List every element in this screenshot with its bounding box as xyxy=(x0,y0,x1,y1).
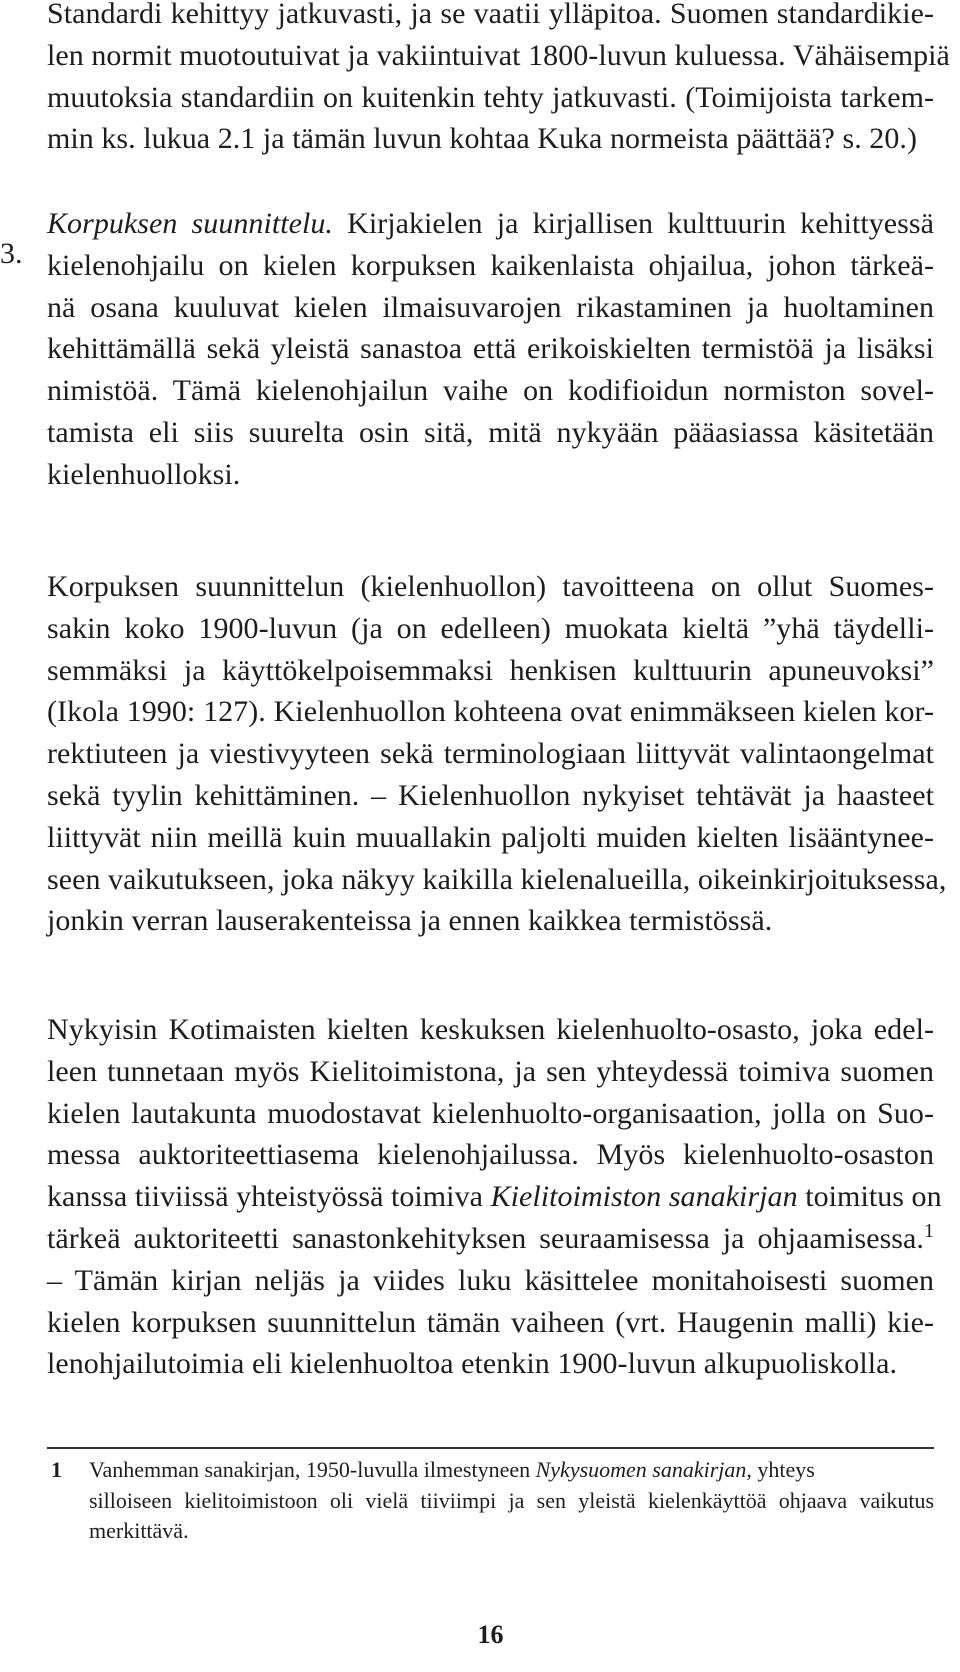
paragraph-language-care-goals xyxy=(47,566,947,942)
italic-title: Kielitoimiston sanakirjan xyxy=(490,1180,798,1214)
text-line: sekä tyylin kehittäminen. – Kielenhuollon nykyiset tehtävät ja haasteet xyxy=(47,778,934,812)
paragraph-corpus-planning xyxy=(0,203,934,496)
text-line: Standardi kehittyy jatkuvasti, ja se vaatii ylläpitoa. Suomen standardikie- xyxy=(47,0,934,30)
text-line: tamista eli siis suurelta osin sitä, mitä nykyään pääasiassa käsitetään xyxy=(47,415,934,449)
footnote xyxy=(51,1455,934,1547)
footnote-divider xyxy=(47,1447,934,1449)
text-line: Korpuksen suunnittelun (kielenhuollon) tavoitteena on ollut Suomes- xyxy=(47,570,934,603)
text-line: jonkin verran lauserakenteissa ja ennen kaikkea termistössä. xyxy=(47,904,773,938)
text-line: nä osana kuuluvat kielen ilmaisuvarojen rikastaminen ja huoltaminen xyxy=(47,290,934,324)
text-line: min ks. lukua 2.1 ja tämän luvun kohtaa Kuka normeista päättää? s. 20.) xyxy=(47,122,917,156)
text-line: muutoksia standardiin on kuitenkin tehty jatkuvasti. (Toimijoista tarkem- xyxy=(47,80,934,114)
text-line: lenohjailutoimia eli kielenhuoltoa etenkin 1900-luvun alkupuoliskolla. xyxy=(47,1347,898,1381)
text-line: (Ikola 1990: 127). Kielenhuollon kohteena ovat enimmäkseen kielen kor- xyxy=(47,695,934,729)
text-line: kielenhuolloksi. xyxy=(47,457,241,491)
page-number: 16 xyxy=(477,1620,504,1649)
text-line: Nykyisin Kotimaisten kielten keskuksen kielenhuolto-osasto, joka edel- xyxy=(47,1013,934,1046)
section-heading: Korpuksen suunnittelu. xyxy=(47,207,333,240)
text-line: 3. Korpuksen suunnittelu. Kirjakielen ja kirjallisen kulttuurin kehittyessä xyxy=(0,207,934,270)
text-line: kielen lautakunta muodostavat kielenhuolto-organisaation, jolla on Suo- xyxy=(47,1096,934,1130)
footnote-mark: 1 xyxy=(51,1457,62,1482)
text-line: leen tunnetaan myös Kielitoimistona, ja sen yhteydessä toimiva suomen xyxy=(47,1054,934,1088)
text-line: kielenohjailu on kielen korpuksen kaikenlaista ohjailua, johon tärkeä- xyxy=(47,248,934,282)
footnote-line: Vanhemman sanakirjan, 1950-luvulla ilmestyneen Nykysuomen sanakirjan, yhteys xyxy=(89,1457,815,1482)
text-fragment: Kirjakielen ja kirjallisen kulttuurin kehittyessä xyxy=(347,207,934,240)
text-line: seen vaikutukseen, joka näkyy kaikilla kielenalueilla, oikeinkirjoituksessa, xyxy=(47,862,947,896)
text-line: kielen korpuksen suunnittelun tämän vaiheen (vrt. Haugenin malli) kie- xyxy=(47,1305,934,1339)
text-line: rektiuteen ja viestivyyteen sekä terminologiaan liittyvät valintaongelmat xyxy=(47,737,934,771)
text-line: kehittämällä sekä yleistä sanastoa että erikoiskielten termistöä ja lisäksi xyxy=(47,332,934,366)
footnote-reference[interactable]: 1 xyxy=(923,1219,934,1242)
text-line: semmäksi ja käyttökelpoisemmaksi henkisen kulttuurin apuneuvoksi” xyxy=(47,653,934,687)
text-fragment: tärkeä auktoriteetti sanastonkehityksen seuraamisessa ja ohjaamisessa. xyxy=(47,1221,924,1255)
text-line: sakin koko 1900-luvun (ja on edelleen) muokata kieltä ”yhä täydelli- xyxy=(47,611,934,645)
italic-title: Nykysuomen sanakirjan xyxy=(535,1457,747,1482)
text-line: nimistöä. Tämä kielenohjailun vaihe on kodifioidun normiston sovel- xyxy=(47,374,934,408)
text-line xyxy=(47,1218,934,1260)
footnote-line: silloiseen kielitoimistoon oli vielä tiiviimpi ja sen yleistä kielenkäyttöä ohjaava vaikutus xyxy=(89,1487,934,1513)
text-line xyxy=(47,1176,942,1218)
text-line: len normit muotoutuivat ja vakiintuivat 1800-luvun kuluessa. Vähäisempiä xyxy=(47,38,950,72)
paragraph-standard-development xyxy=(47,0,950,160)
text-line: liittyvät niin meillä kuin muuallakin paljolti muiden kielten lisääntynee- xyxy=(47,820,934,854)
text-line: – Tämän kirjan neljäs ja viides luku käsittelee monitahoisesti suomen xyxy=(47,1263,934,1297)
paragraph-language-office xyxy=(47,1009,942,1385)
text-line: messa auktoriteettiasema kielenohjailussa. Myös kielenhuolto-osaston xyxy=(47,1138,934,1172)
footnote-line: merkittävä. xyxy=(89,1518,189,1543)
text-fragment: kanssa tiiviissä yhteistyössä toimiva xyxy=(47,1180,483,1214)
text-fragment: toimitus on xyxy=(805,1180,942,1214)
